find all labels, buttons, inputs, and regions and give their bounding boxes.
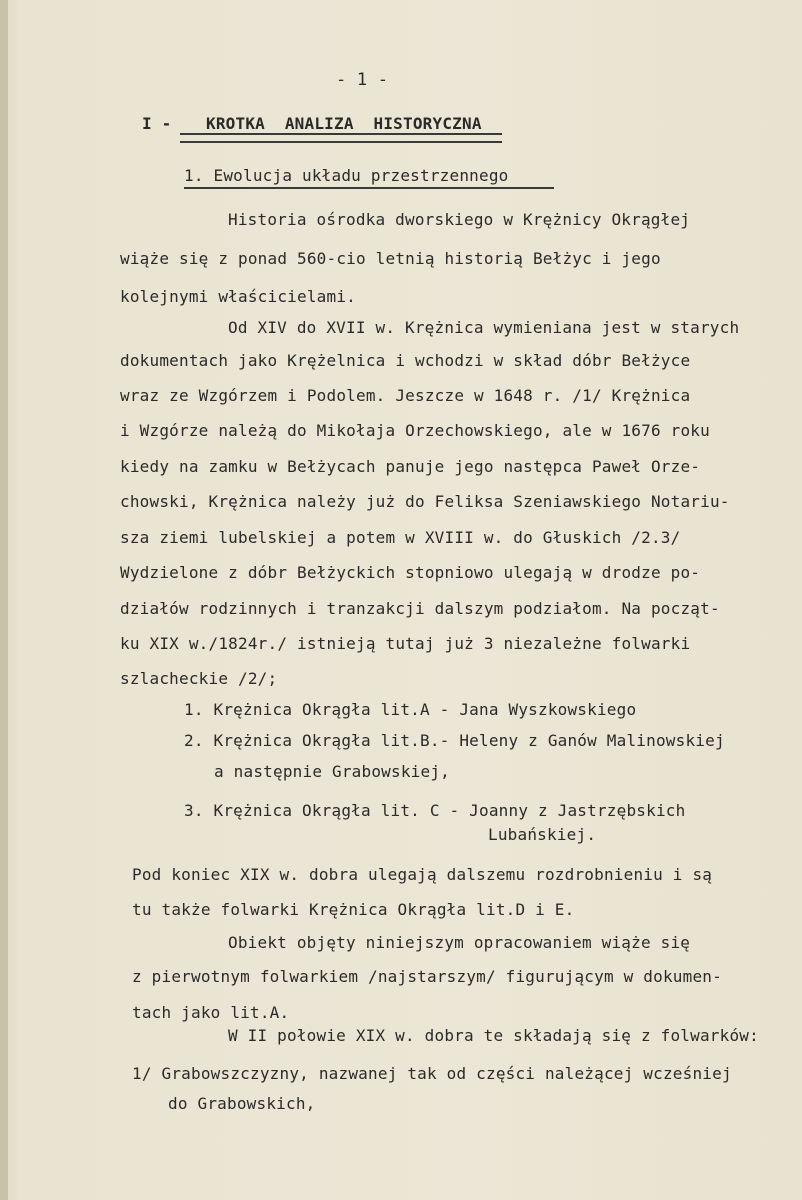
body-line: chowski, Krężnica należy już do Feliksa Szeniawskiego Notariu-	[120, 492, 730, 511]
chapter-title-underline	[180, 133, 502, 143]
list-item: 1. Krężnica Okrągła lit.A - Jana Wyszkowskiego	[184, 700, 637, 719]
body-line: szlacheckie /2/;	[120, 669, 278, 688]
list-item-continuation: a następnie Grabowskiej,	[214, 762, 450, 781]
body-line: Historia ośrodka dworskiego w Krężnicy Okrągłej	[228, 210, 691, 229]
body-line: z pierwotnym folwarkiem /najstarszym/ figurującym w dokumen-	[132, 967, 722, 986]
chapter-numeral: I -	[142, 114, 172, 133]
section-heading: 1. Ewolucja układu przestrzennego	[184, 166, 509, 185]
list-item: 3. Krężnica Okrągła lit. C - Joanny z Jastrzębskich	[184, 801, 686, 820]
body-line: dokumentach jako Krężelnica i wchodzi w skład dóbr Bełżyce	[120, 351, 691, 370]
body-line: W II połowie XIX w. dobra te składają się z folwarków:	[228, 1026, 759, 1045]
body-line: kolejnymi właścicielami.	[120, 287, 356, 306]
list-item-continuation: Lubańskiej.	[488, 825, 597, 844]
section-heading-underline	[184, 187, 554, 189]
page-number: - 1 -	[336, 70, 389, 90]
body-line: 1/ Grabowszczyzny, nazwanej tak od części należącej wcześniej	[132, 1064, 732, 1083]
body-line: i Wzgórze należą do Mikołaja Orzechowskiego, ale w 1676 roku	[120, 421, 710, 440]
body-line: wraz ze Wzgórzem i Podolem. Jeszcze w 1648 r. /1/ Krężnica	[120, 386, 691, 405]
list-item: 2. Krężnica Okrągła lit.B.- Heleny z Ganów Malinowskiej	[184, 731, 725, 750]
body-line: do Grabowskich,	[168, 1094, 316, 1113]
body-line: tu także folwarki Krężnica Okrągła lit.D i E.	[132, 900, 575, 919]
chapter-title: KROTKA ANALIZA HISTORYCZNA	[206, 114, 482, 133]
body-line: Obiekt objęty niniejszym opracowaniem wiąże się	[228, 933, 691, 952]
body-line: wiąże się z ponad 560-cio letnią historią Bełżyc i jego	[120, 249, 661, 268]
body-line: sza ziemi lubelskiej a potem w XVIII w. do Głuskich /2.3/	[120, 528, 681, 547]
body-line: Wydzielone z dóbr Bełżyckich stopniowo ulegają w drodze po-	[120, 563, 701, 582]
body-line: tach jako lit.A.	[132, 1003, 290, 1022]
body-line: kiedy na zamku w Bełżycach panuje jego następca Paweł Orze-	[120, 457, 701, 476]
body-line: Od XIV do XVII w. Krężnica wymieniana jest w starych	[228, 318, 740, 337]
body-line: ku XIX w./1824r./ istnieją tutaj już 3 niezależne folwarki	[120, 634, 691, 653]
body-line: Pod koniec XIX w. dobra ulegają dalszemu rozdrobnieniu i są	[132, 865, 713, 884]
page-binding-edge	[0, 0, 8, 1200]
body-line: działów rodzinnych i tranzakcji dalszym podziałom. Na począt-	[120, 599, 720, 618]
